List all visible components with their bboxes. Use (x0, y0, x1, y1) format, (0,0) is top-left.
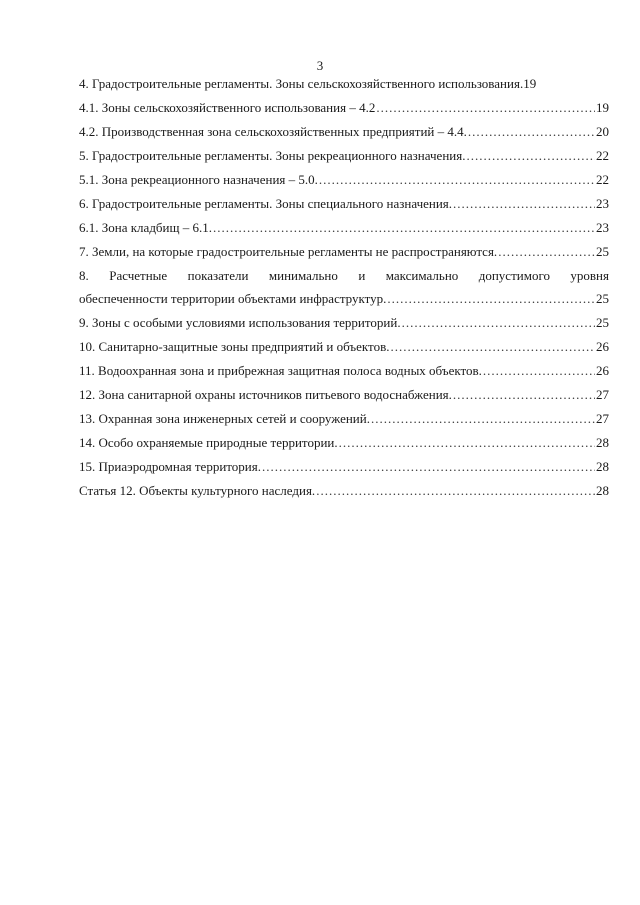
toc-entry[interactable] (79, 359, 609, 383)
toc-entry-page: 25 (596, 291, 609, 306)
toc-entry-page: 19 (596, 100, 609, 115)
table-of-contents (79, 72, 609, 503)
leader-dots (468, 120, 595, 144)
toc-entry[interactable] (79, 335, 609, 359)
toc-entry-title: 6.1. Зона кладбищ – 6.1. (79, 220, 213, 235)
toc-entry[interactable] (79, 168, 609, 192)
toc-entry-page: 28 (596, 483, 609, 498)
toc-entry-title: 4.2. Производственная зона сельскохозяйственных предприятий – 4.4. (79, 124, 467, 139)
toc-entry-title: 10. Санитарно-защитные зоны предприятий и объектов. (79, 339, 390, 354)
toc-entry[interactable] (79, 264, 609, 311)
leader-dots (262, 455, 595, 479)
toc-entry[interactable] (79, 96, 609, 120)
toc-entry-title: 4. Градостроительные регламенты. Зоны сельскохозяйственного использования. (79, 76, 524, 91)
toc-entry-page: 19 (523, 76, 537, 91)
toc-entry-title: 15. Приаэродромная территория. (79, 459, 261, 474)
toc-entry[interactable] (79, 120, 609, 144)
toc-entry-title: 8. Расчетные показатели минимально и максимально допустимого уровня (79, 268, 609, 283)
toc-entry[interactable] (79, 240, 609, 264)
toc-entry-page: 28 (596, 459, 609, 474)
toc-entry-page: 20 (596, 124, 609, 139)
toc-entry[interactable] (79, 144, 609, 168)
leader-dots (316, 479, 595, 503)
toc-entry-title: 14. Особо охраняемые природные территории. (79, 435, 338, 450)
toc-entry-title: Статья 12. Объекты культурного наследия. (79, 483, 316, 498)
toc-entry[interactable] (79, 383, 609, 407)
toc-entry-title: 11. Водоохранная зона и прибрежная защитная полоса водных объектов. (79, 363, 482, 378)
toc-entry-title: 6. Градостроительные регламенты. Зоны специального назначения. (79, 196, 453, 211)
toc-entry-title: 9. Зоны с особыми условиями использования территорий. (79, 315, 401, 330)
toc-entry-page: 25 (596, 244, 609, 259)
toc-entry-page: 26 (596, 339, 609, 354)
leader-dots (213, 216, 595, 240)
toc-entry[interactable] (79, 192, 609, 216)
toc-entry-page: 23 (596, 220, 609, 235)
toc-entry-page: 27 (596, 387, 609, 402)
leader-dots (319, 168, 595, 192)
leader-dots (453, 192, 595, 216)
leader-dots (390, 335, 595, 359)
toc-entry-page: 22 (596, 148, 609, 163)
leader-dots (339, 431, 595, 455)
toc-entry[interactable] (79, 72, 609, 96)
toc-entry-page: 28 (596, 435, 609, 450)
leader-dots (387, 287, 595, 311)
toc-entry-page: 26 (596, 363, 609, 378)
toc-entry-page: 27 (596, 411, 609, 426)
leader-dots (498, 240, 595, 264)
toc-entry-title: 5.1. Зона рекреационного назначения – 5.0. (79, 172, 318, 187)
toc-entry[interactable] (79, 216, 609, 240)
toc-entry[interactable] (79, 431, 609, 455)
toc-entry[interactable] (79, 479, 609, 503)
toc-entry[interactable] (79, 407, 609, 431)
leader-dots (453, 383, 595, 407)
toc-entry-title: 7. Земли, на которые градостроительные регламенты не распространяются. (79, 244, 498, 259)
page-number: 3 (316, 58, 324, 73)
leader-dots (466, 144, 595, 168)
toc-entry[interactable] (79, 311, 609, 335)
leader-dots (371, 407, 595, 431)
leader-dots (376, 96, 595, 120)
toc-entry-title: 13. Охранная зона инженерных сетей и сооружений. (79, 411, 370, 426)
toc-entry-page: 23 (596, 196, 609, 211)
toc-entry-title: 4.1. Зоны сельскохозяйственного использования – 4.2 (79, 100, 376, 115)
toc-entry-page: 25 (596, 315, 609, 330)
toc-entry-title-continued: обеспеченности территории объектами инфраструктур. (79, 291, 387, 306)
toc-entry-page: 22 (596, 172, 609, 187)
toc-entry[interactable] (79, 455, 609, 479)
toc-entry-title: 5. Градостроительные регламенты. Зоны рекреационного назначения. (79, 148, 466, 163)
leader-dots (402, 311, 595, 335)
leader-dots (483, 359, 595, 383)
toc-entry-title: 12. Зона санитарной охраны источников питьевого водоснабжения. (79, 387, 452, 402)
